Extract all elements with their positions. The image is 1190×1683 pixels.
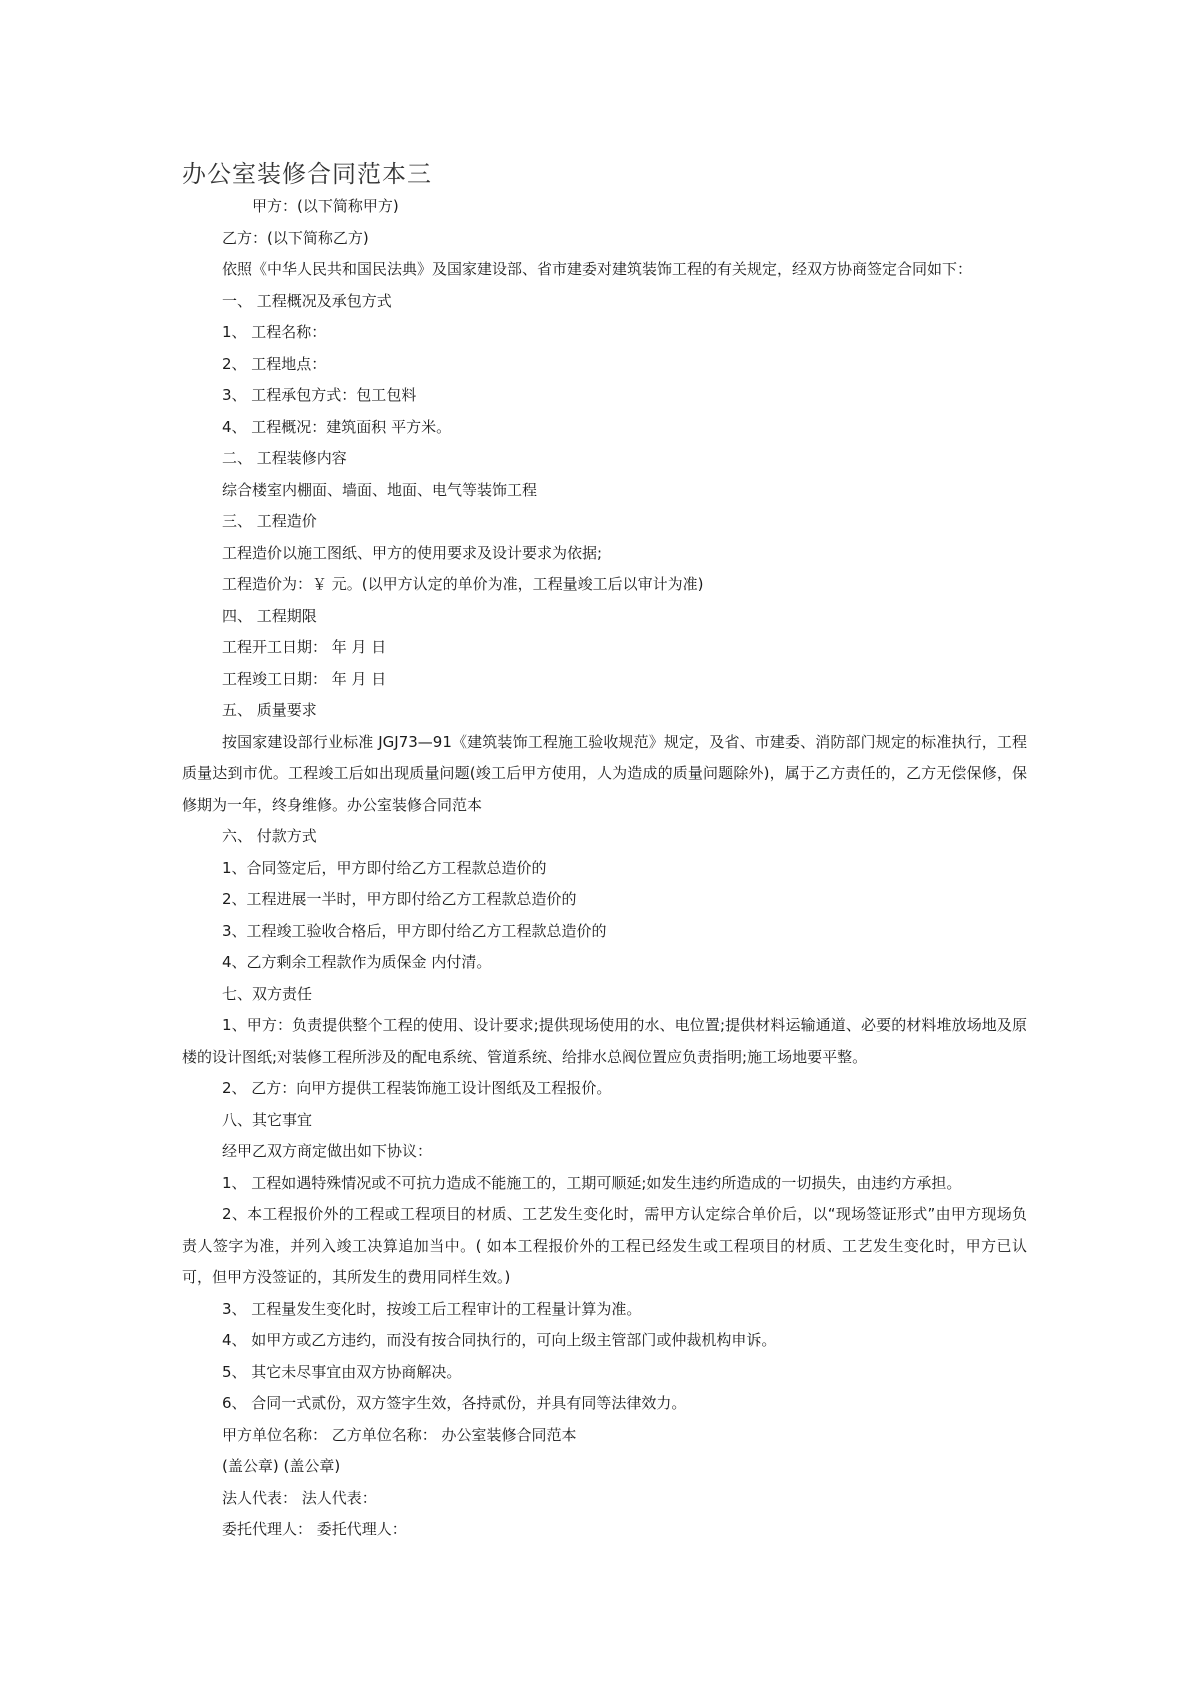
document-body [182, 191, 1027, 1546]
clause-7-1: 1、甲方：负责提供整个工程的使用、设计要求;提供现场使用的水、电位置;提供材料运输通道、必要的材料堆放场地及原楼的设计图纸;对装修工程所涉及的配电系统、管道系统、给排水总阀位置应负责指明;施工场地要平整。 [182, 1016, 1027, 1066]
clause-6-4: 4、乙方剩余工程款作为质保金 内付清。 [222, 953, 492, 971]
clause-3-basis: 工程造价以施工图纸、甲方的使用要求及设计要求为依据; [222, 543, 603, 562]
preamble: 依照《中华人民共和国民法典》及国家建设部、省市建委对建筑装饰工程的有关规定，经双方协商签定合同如下： [222, 260, 973, 278]
signature-seals: (盖公章) (盖公章) [222, 1457, 341, 1475]
clause-8-4: 4、 如甲方或乙方违约，而没有按合同执行的，可向上级主管部门或仲裁机构申诉。 [222, 1331, 777, 1349]
signature-agents: 委托代理人： 委托代理人： [222, 1520, 407, 1538]
clause-8-3: 3、 工程量发生变化时，按竣工后工程审计的工程量计算为准。 [222, 1299, 642, 1318]
section-heading-3: 三、 工程造价 [222, 512, 317, 530]
clause-6-3: 3、工程竣工验收合格后，甲方即付给乙方工程款总造价的 [222, 921, 607, 940]
section-heading-7: 七、双方责任 [222, 984, 313, 1003]
clause-8-6: 6、 合同一式贰份，双方签字生效，各持贰份，并具有同等法律效力。 [222, 1394, 687, 1412]
clause-1-3: 3、 工程承包方式：包工包料 [222, 386, 417, 404]
section-heading-6: 六、 付款方式 [222, 827, 317, 845]
clause-2-content: 综合楼室内棚面、墙面、地面、电气等装饰工程 [222, 480, 538, 499]
clause-8-1: 1、 工程如遇特殊情况或不可抗力造成不能施工的，工期可顺延;如发生违约所造成的一切损失，由违约方承担。 [222, 1173, 962, 1192]
end-date-line: 工程竣工日期： 年 月 日 [222, 669, 387, 688]
section-heading-2: 二、 工程装修内容 [222, 449, 347, 467]
clause-6-1: 1、合同签定后，甲方即付给乙方工程款总造价的 [222, 858, 547, 877]
clause-8-5: 5、 其它未尽事宜由双方协商解决。 [222, 1362, 462, 1381]
clause-8-2: 2、本工程报价外的工程或工程项目的材质、工艺发生变化时，需甲方认定综合单价后，以“现场签证形式”由甲方现场负责人签字为准，并列入竣工决算追加当中。( 如本工程报价外的工程已经发生或工程项目的材质、工艺发生变化时，甲方已认可，但甲方没签证的，其所发生的费用同样生效。) [182, 1205, 1027, 1286]
clause-8-intro: 经甲乙双方商定做出如下协议： [222, 1142, 433, 1160]
section-heading-8: 八、其它事宜 [222, 1110, 313, 1129]
section-heading-1: 一、 工程概况及承包方式 [222, 291, 392, 310]
signature-unit-names: 甲方单位名称： 乙方单位名称： 办公室装修合同范本 [222, 1425, 577, 1444]
start-date-line: 工程开工日期： 年 月 日 [222, 638, 387, 656]
party-b-line: 乙方：(以下简称乙方) [222, 228, 369, 247]
clause-6-2: 2、工程进展一半时，甲方即付给乙方工程款总造价的 [222, 890, 577, 908]
signature-legal-reps: 法人代表： 法人代表： [222, 1488, 377, 1507]
document-title: 办公室装修合同范本三 [182, 160, 432, 188]
section-heading-5: 五、 质量要求 [222, 701, 317, 719]
clause-5-quality: 按国家建设部行业标准 JGJ73—91《建筑装饰工程施工验收规范》规定，及省、市建委、消防部门规定的标准执行，工程质量达到市优。工程竣工后如出现质量问题(竣工后甲方使用，人为造成的质量问题除外)，属于乙方责任的，乙方无偿保修，保修期为一年，终身维修。办公室装修合同范本 [182, 732, 1027, 814]
section-heading-4: 四、 工程期限 [222, 606, 317, 625]
clause-3-price: 工程造价为：￥ 元。(以甲方认定的单价为准，工程量竣工后以审计为准) [222, 575, 704, 593]
clause-1-1: 1、 工程名称： [222, 323, 327, 341]
party-a-line: 甲方：(以下简称甲方) [252, 197, 399, 215]
clause-1-4: 4、 工程概况：建筑面积 平方米。 [222, 417, 452, 436]
clause-1-2: 2、 工程地点： [222, 354, 327, 373]
clause-7-2: 2、 乙方：向甲方提供工程装饰施工设计图纸及工程报价。 [222, 1079, 612, 1097]
